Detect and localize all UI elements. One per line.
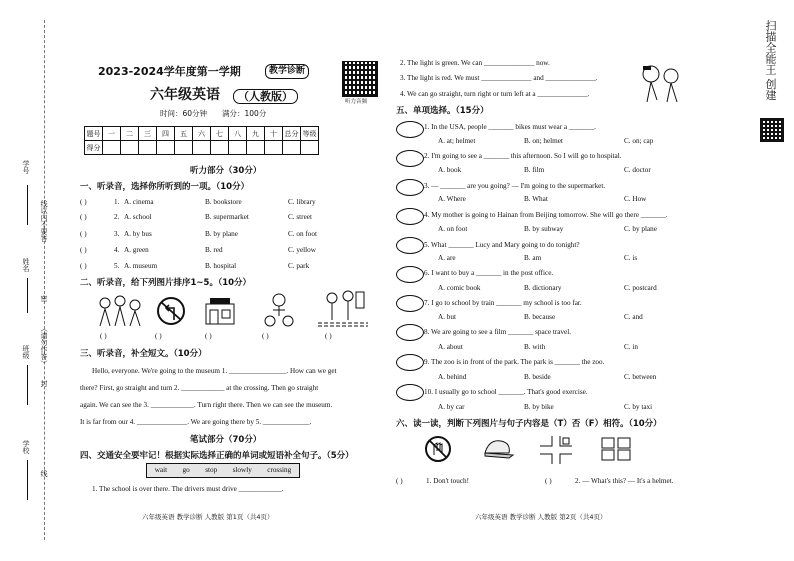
mc-option-c: C. doctor — [624, 166, 651, 174]
score-cell: 等级 — [301, 127, 319, 141]
score-entry[interactable] — [193, 141, 211, 155]
score-cell: 八 — [229, 127, 247, 141]
mc-option-a: A. book — [438, 166, 462, 174]
passage-line: Hello, everyone. We're going to the museum 1. ________________. How can we get — [92, 367, 337, 375]
name-label: 姓名 — [22, 258, 30, 272]
children-group-picture — [95, 293, 145, 329]
exam-time: 时间：60分钟 — [160, 109, 208, 118]
student-id-label: 学号 — [22, 160, 30, 174]
score-entry[interactable] — [211, 141, 229, 155]
score-entry[interactable] — [139, 141, 157, 155]
section-1-title: 一、听录音，选择你所听到的一项。（10分） — [80, 182, 250, 192]
option-c: C. library — [288, 198, 316, 206]
answer-oval[interactable] — [396, 324, 424, 341]
option-a: A. cinema — [124, 198, 154, 206]
mc-option-a: A. by car — [438, 403, 465, 411]
exam-year-title: 2023-2024学年度第一学期 — [98, 65, 241, 78]
option-c: C. park — [288, 262, 310, 270]
boy-cycling-picture — [263, 292, 295, 328]
mc-option-c: C. between — [624, 373, 657, 381]
option-b: B. supermarket — [205, 213, 249, 221]
score-cell: 九 — [247, 127, 265, 141]
section-5-title: 五、单项选择。（15分） — [396, 106, 489, 116]
mc-option-c: C. is — [624, 254, 638, 262]
option-c: C. street — [288, 213, 312, 221]
mc-option-a: A. Where — [438, 195, 466, 203]
cont-question: 3. The light is red. We must ______________ and ______________. — [400, 74, 598, 82]
section-2-title: 二、听录音，给下列图片排序1~5。（10分） — [80, 278, 252, 288]
scanner-watermark: 扫描全能王 创建 — [764, 20, 777, 101]
item-number: 4. — [114, 246, 120, 254]
cap-picture — [481, 437, 515, 461]
mc-question: 8. We are going to see a film _______ space travel. — [424, 328, 571, 336]
score-cell: 三 — [139, 127, 157, 141]
score-entry[interactable] — [121, 141, 139, 155]
mc-question: 7. I go to school by train _______ my school is too far. — [424, 299, 582, 307]
word-bank-word: wait — [154, 465, 168, 474]
passage-line: It is far from our 4. ______________. We are going there by 5. _____________. — [80, 418, 312, 426]
score-cell: 总分 — [283, 127, 301, 141]
picture-answer-paren[interactable]: ( ) — [155, 332, 162, 340]
mc-question: 4. My mother is going to Hainan from Beijing tomorrow. She will go there _______. — [424, 211, 668, 219]
seal-mark-1: 密 — [40, 295, 48, 302]
word-bank-word: slowly — [232, 465, 252, 474]
section-6-title: 六、读一读，判断下列图片与句子内容是（T）否（F）相符。（10分） — [396, 419, 662, 429]
class-field[interactable] — [27, 365, 28, 405]
seal-mark-2: 封 — [40, 380, 48, 387]
mc-option-b: B. film — [524, 166, 545, 174]
left-page-footer: 六年级英语 教学诊断 人教版 第1页（共4页） — [142, 513, 274, 521]
mc-option-c: C. in — [624, 343, 638, 351]
mc-option-c: C. on; cap — [624, 137, 654, 145]
picture-answer-paren[interactable]: ( ) — [205, 332, 212, 340]
mc-option-a: A. on foot — [438, 225, 468, 233]
mc-option-b: B. What — [524, 195, 548, 203]
street-crossing-picture — [318, 290, 368, 328]
cont-question: 2. The light is green. We can ______________ now. — [400, 59, 550, 67]
score-entry[interactable] — [301, 141, 319, 155]
picture-answer-paren[interactable]: ( ) — [100, 332, 107, 340]
score-cell: 十 — [265, 127, 283, 141]
answer-oval[interactable] — [396, 266, 424, 283]
sec4-question: 1. The school is over there. The drivers must drive ____________. — [92, 485, 284, 493]
score-cell: 五 — [175, 127, 193, 141]
name-field[interactable] — [27, 278, 28, 313]
picture-answer-paren[interactable]: ( ) — [325, 332, 332, 340]
mc-question: 2. I'm going to see a _______ this afternoon. So I will go to hospital. — [424, 152, 622, 160]
mc-question: 6. I want to buy a _______ in the post office. — [424, 269, 554, 277]
answer-oval[interactable] — [396, 295, 424, 312]
option-c: C. on foot — [288, 230, 317, 238]
score-table-score-row — [85, 141, 319, 155]
mc-option-b: B. am — [524, 254, 542, 262]
seal-note: 线以内不要答 — [40, 200, 48, 242]
item-number: 2. — [114, 213, 120, 221]
student-id-field[interactable] — [27, 185, 28, 225]
mc-option-b: B. by bike — [524, 403, 554, 411]
school-field[interactable] — [27, 460, 28, 500]
mc-question: 10. I usually go to school _______. That's good exercise. — [424, 388, 588, 396]
item-number: 5. — [114, 262, 120, 270]
word-bank — [146, 463, 300, 478]
option-a: A. school — [124, 213, 152, 221]
answer-oval[interactable] — [396, 208, 424, 225]
answer-paren[interactable]: ( ) — [80, 198, 87, 206]
word-bank-word: crossing — [267, 465, 292, 474]
answer-oval[interactable] — [396, 384, 424, 401]
mc-option-c: C. by plane — [624, 225, 657, 233]
mc-option-b: B. by subway — [524, 225, 564, 233]
listening-qr-code[interactable] — [342, 61, 378, 97]
score-cell: 四 — [157, 127, 175, 141]
mc-option-b: B. with — [524, 343, 546, 351]
score-entry[interactable] — [265, 141, 283, 155]
picture-answer-paren[interactable]: ( ) — [262, 332, 269, 340]
bus-station-picture — [600, 436, 634, 464]
answer-paren[interactable]: ( ) — [80, 262, 87, 270]
passage-line: again. We can see the 3. ____________. Turn right there. Then we can see the museum. — [80, 401, 333, 409]
badge-diagnosis: 教学诊断 — [265, 64, 309, 79]
tf-answer-paren[interactable]: ( ) — [396, 477, 403, 485]
mc-option-a: A. but — [438, 313, 456, 321]
edition-label: （人教版） — [233, 89, 298, 104]
mc-option-b: B. beside — [524, 373, 551, 381]
listening-section-title: 听力部分（30分） — [190, 166, 262, 176]
section-4-title: 四、交通安全要牢记！根据实际选择正确的单词或短语补全句子。（5分） — [80, 451, 354, 461]
score-label: 得分 — [85, 141, 103, 155]
item-number: 3. — [114, 230, 120, 238]
word-bank-word: stop — [205, 465, 218, 474]
word-bank-word: go — [182, 465, 190, 474]
score-cell: 七 — [211, 127, 229, 141]
mc-question: 5. What _______ Lucy and Mary going to do tonight? — [424, 241, 580, 249]
score-cell: 一 — [103, 127, 121, 141]
section-3-title: 三、听录音，补全短文。（10分） — [80, 349, 207, 359]
building-picture — [204, 296, 236, 326]
subject-title: 六年级英语 — [150, 87, 220, 103]
score-entry[interactable] — [103, 141, 121, 155]
school-label: 学校 — [22, 440, 30, 454]
option-b: B. hospital — [205, 262, 237, 270]
score-entry[interactable] — [229, 141, 247, 155]
children-cartoon-picture — [637, 62, 683, 106]
option-a: A. green — [124, 246, 149, 254]
answer-paren[interactable]: ( ) — [80, 230, 87, 238]
option-a: A. by bus — [124, 230, 152, 238]
mc-option-a: A. comic book — [438, 284, 481, 292]
class-label: 班级 — [22, 345, 30, 359]
score-entry[interactable] — [175, 141, 193, 155]
mc-question: 1. In the USA, people _______ bikes must wear a _______. — [424, 123, 596, 131]
scanner-qr-code[interactable] — [760, 118, 784, 142]
tf-sentence: 2. — What's this? — It's a helmet. — [575, 477, 674, 485]
score-table — [84, 126, 319, 155]
mc-option-b: B. on; helmet — [524, 137, 563, 145]
tf-answer-paren[interactable]: ( ) — [545, 477, 552, 485]
no-touching-sign-picture — [424, 435, 452, 463]
mc-option-b: B. because — [524, 313, 556, 321]
score-entry[interactable] — [157, 141, 175, 155]
score-cell: 二 — [121, 127, 139, 141]
seal-mark-3: 线 — [40, 470, 48, 477]
mc-option-a: A. behind — [438, 373, 467, 381]
mc-option-c: C. postcard — [624, 284, 657, 292]
cont-question: 4. We can go straight, turn right or turn left at a ______________. — [400, 90, 590, 98]
mc-question: 3. — _______ are you going? — I'm going to the supermarket. — [424, 182, 606, 190]
score-entry[interactable] — [283, 141, 301, 155]
answer-paren[interactable]: ( ) — [80, 246, 87, 254]
answer-paren[interactable]: ( ) — [80, 213, 87, 221]
qr-caption: 听力音频 — [345, 99, 368, 105]
option-b: B. red — [205, 246, 223, 254]
tf-sentence: 1. Don't touch! — [426, 477, 470, 485]
option-b: B. by plane — [205, 230, 238, 238]
mc-question: 9. The zoo is in front of the park. The park is _______ the zoo. — [424, 358, 605, 366]
mc-option-c: C. and — [624, 313, 643, 321]
mc-option-b: B. dictionary — [524, 284, 562, 292]
mc-option-c: C. How — [624, 195, 647, 203]
option-c: C. yellow — [288, 246, 316, 254]
answer-oval[interactable] — [396, 179, 424, 196]
seal-note-2: （请勿作答） — [40, 325, 48, 367]
crossroads-picture — [540, 436, 572, 464]
right-page-footer: 六年级英语 教学诊断 人教版 第2页（共4页） — [475, 513, 607, 521]
mc-option-a: A. at; helmet — [438, 137, 476, 145]
binding-line — [44, 20, 45, 540]
answer-oval[interactable] — [396, 237, 424, 254]
option-b: B. bookstore — [205, 198, 242, 206]
score-cell: 题号 — [85, 127, 103, 141]
mc-option-c: C. by taxi — [624, 403, 653, 411]
passage-line: there? First, go straight and turn 2. ____________ at the crossing. Then go straight — [80, 384, 319, 392]
written-section-title: 笔试部分（70分） — [190, 435, 262, 445]
mc-option-a: A. about — [438, 343, 463, 351]
answer-oval[interactable] — [396, 150, 424, 167]
item-number: 1. — [114, 198, 120, 206]
mc-option-a: A. are — [438, 254, 456, 262]
full-score: 满分：100分 — [222, 109, 267, 118]
score-cell: 六 — [193, 127, 211, 141]
answer-oval[interactable] — [396, 354, 424, 371]
no-left-turn-sign-picture — [156, 296, 186, 326]
answer-oval[interactable] — [396, 121, 424, 138]
score-table-header-row — [85, 127, 319, 141]
score-entry[interactable] — [247, 141, 265, 155]
option-a: A. museum — [124, 262, 158, 270]
